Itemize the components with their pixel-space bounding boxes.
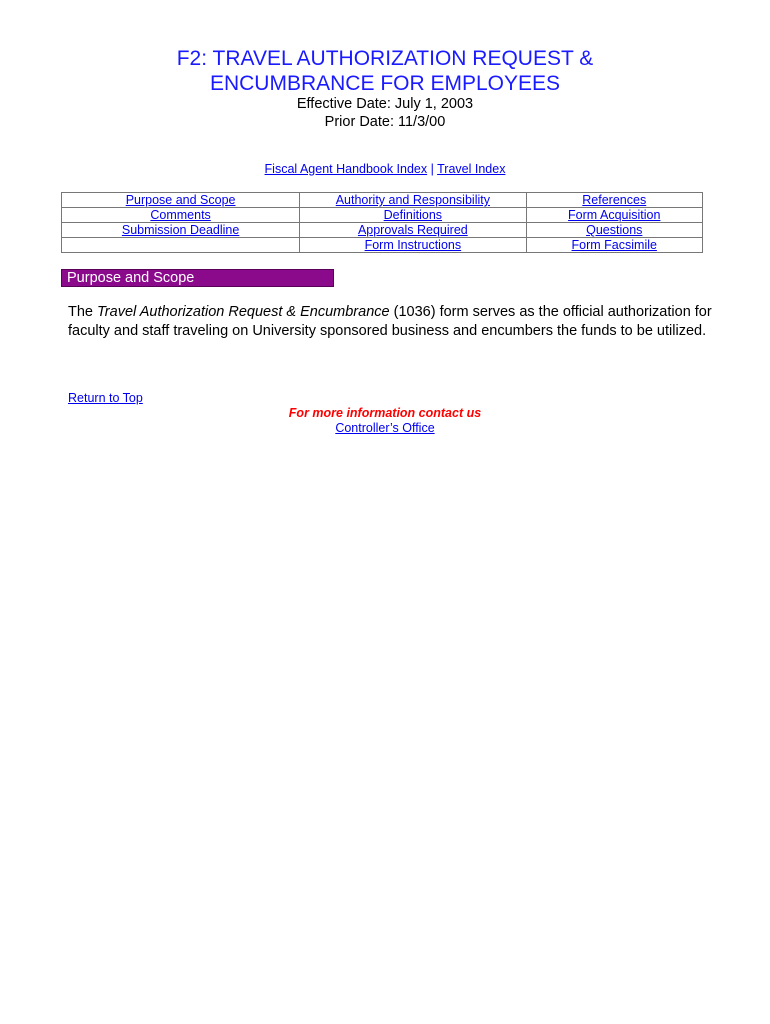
date-block <box>0 95 770 131</box>
toc-link-form-acquisition[interactable]: Form Acquisition <box>568 208 661 222</box>
toc-empty-cell <box>62 238 300 253</box>
link-separator: | <box>430 162 434 176</box>
toc-row <box>62 208 703 223</box>
title-line-1: F2: TRAVEL AUTHORIZATION REQUEST & <box>176 47 594 70</box>
toc-row <box>62 193 703 208</box>
index-links <box>0 162 770 176</box>
toc-link-form-facsimile[interactable]: Form Facsimile <box>571 238 657 252</box>
page-title <box>0 46 770 96</box>
effective-date: Effective Date: July 1, 2003 <box>296 96 474 112</box>
toc-row <box>62 223 703 238</box>
return-to-top-container <box>68 391 143 405</box>
toc-link-purpose-and-scope[interactable]: Purpose and Scope <box>125 193 236 207</box>
form-name-italic: Travel Authorization Request & Encumbrance <box>97 304 390 320</box>
purpose-paragraph <box>68 303 718 341</box>
controllers-office-link[interactable]: Controller’s Office <box>335 421 435 435</box>
table-of-contents <box>61 192 703 253</box>
toc-link-form-instructions[interactable]: Form Instructions <box>364 238 462 252</box>
paragraph-text-end: (1036) form serves as the official authorization for faculty and staff traveling on University sponsored business and encumbers the funds to be utilized. <box>68 304 712 339</box>
title-line-2: ENCUMBRANCE FOR EMPLOYEES <box>209 72 561 95</box>
prior-date: Prior Date: 11/3/00 <box>324 114 446 130</box>
toc-link-comments[interactable]: Comments <box>150 208 211 222</box>
toc-link-references[interactable]: References <box>582 193 647 207</box>
toc-row <box>62 238 703 253</box>
more-info-text: For more information contact us <box>288 406 482 420</box>
toc-link-definitions[interactable]: Definitions <box>383 208 443 222</box>
toc-link-approvals-required[interactable]: Approvals Required <box>357 223 468 237</box>
section-heading-purpose-and-scope: Purpose and Scope <box>61 269 334 287</box>
toc-link-questions[interactable]: Questions <box>586 223 643 237</box>
paragraph-text-start: The <box>68 304 98 320</box>
handbook-index-link[interactable]: Fiscal Agent Handbook Index <box>264 162 428 176</box>
office-container <box>0 421 770 435</box>
toc-link-authority-and-responsibility[interactable]: Authority and Responsibility <box>335 193 490 207</box>
return-to-top-link[interactable]: Return to Top <box>68 391 143 405</box>
toc-link-submission-deadline[interactable]: Submission Deadline <box>121 223 240 237</box>
travel-index-link[interactable]: Travel Index <box>437 162 506 176</box>
